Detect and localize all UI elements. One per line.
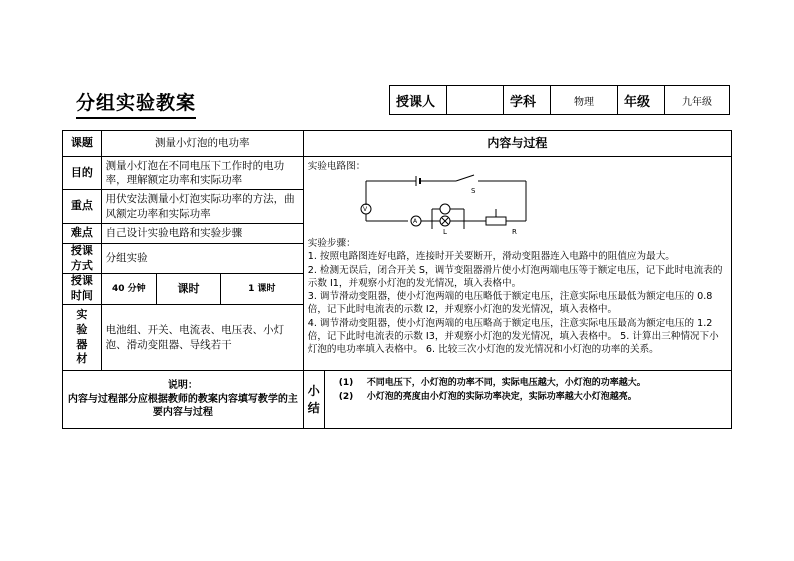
circuit-diagram-label: 实验电路图： xyxy=(307,161,366,172)
subject-label: 学科 xyxy=(504,86,551,115)
periods-value: 1 课时 xyxy=(220,274,303,305)
time-value: 40 分钟 xyxy=(101,274,156,305)
summary-item-number: (1) xyxy=(338,378,354,389)
grade-value: 九年级 xyxy=(665,86,730,115)
key-point-value: 用伏安法测量小灯泡实际功率的方法，曲风额定功率和实际功率 xyxy=(101,190,303,223)
document-title: 分组实验教案 xyxy=(76,88,196,119)
difficulty-label: 难点 xyxy=(63,223,102,243)
periods-label: 课时 xyxy=(157,274,221,305)
summary-label: 小结 xyxy=(303,371,324,429)
ammeter-letter: A xyxy=(412,218,417,226)
difficulty-value: 自己设计实验电路和实验步骤 xyxy=(101,223,303,243)
note-title: 说明： xyxy=(167,380,198,392)
topic-label: 课题 xyxy=(63,131,102,157)
circuit-diagram xyxy=(316,173,546,235)
goal-label: 目的 xyxy=(63,157,102,190)
summary-item xyxy=(329,377,727,389)
time-label: 授课时间 xyxy=(63,274,102,305)
equipment-value: 电池组、开关、电流表、电压表、小灯泡、滑动变阻器、导线若干 xyxy=(101,305,303,371)
rheostat-letter: R xyxy=(511,228,517,236)
goal-value: 测量小灯泡在不同电压下工作时的电功率，理解额定功率和实际功率 xyxy=(101,157,303,190)
content-header: 内容与过程 xyxy=(303,131,731,157)
grade-label: 年级 xyxy=(618,86,665,115)
step-3: 3. 调节滑动变阻器，使小灯泡两端的电压略低于额定电压，注意实际电压最低为额定电压的 0.8 倍，记下此时电流表的示数 I2，并观察小灯泡的发光情况，填入表格中。 xyxy=(307,291,713,316)
method-label: 授课方式 xyxy=(63,243,102,274)
content-process-cell xyxy=(303,157,731,371)
summary-item-text: 小灯泡的亮度由小灯泡的实际功率决定，实际功率越大小灯泡越亮。 xyxy=(366,392,637,403)
header-table xyxy=(389,85,730,115)
summary-item xyxy=(329,391,727,403)
step-4: 4. 调节滑动变阻器，使小灯泡两端的电压略高于额定电压，注意实际电压最高为额定电压的 1.2 倍，记下此时电流表的示数 I3，并观察小灯泡的发光情况，填入表格中。 5. 计算出三种情况下小灯泡的电功率填入表格中。 6. 比较三次小灯泡的发光情况和小灯泡的功率的关系。 xyxy=(307,317,719,356)
voltmeter-letter: V xyxy=(362,206,367,214)
summary-item-number: (2) xyxy=(338,392,354,403)
lesson-plan-table xyxy=(62,130,732,429)
teacher-label: 授课人 xyxy=(390,86,447,115)
equipment-label: 实验器材 xyxy=(63,305,102,371)
method-value: 分组实验 xyxy=(101,243,303,274)
lamp-letter: L xyxy=(442,228,447,236)
switch-letter: S xyxy=(470,187,476,196)
key-point-label: 重点 xyxy=(63,190,102,223)
steps-label: 实验步骤： xyxy=(307,238,356,250)
summary-cell xyxy=(324,371,731,429)
note-cell xyxy=(63,371,304,429)
summary-item-text: 不同电压下，小灯泡的功率不同，实际电压越大，小灯泡的功率越大。 xyxy=(366,378,646,389)
step-2: 2. 检测无误后，闭合开关 S，调节变阻器滑片使小灯泡两端电压等于额定电压，记下此时电流表的示数 I1，并观察小灯泡的发光情况，填入表格中。 xyxy=(307,264,723,289)
topic-value: 测量小灯泡的电功率 xyxy=(101,131,303,157)
note-text: 内容与过程部分应根据教师的教案内容填写教学的主要内容与过程 xyxy=(67,393,298,419)
teacher-value xyxy=(447,86,504,115)
step-1: 1. 按照电路图连好电路，连接时开关要断开，滑动变阻器连入电路中的阻值应为最大。 xyxy=(307,251,675,263)
subject-value: 物理 xyxy=(551,86,618,115)
